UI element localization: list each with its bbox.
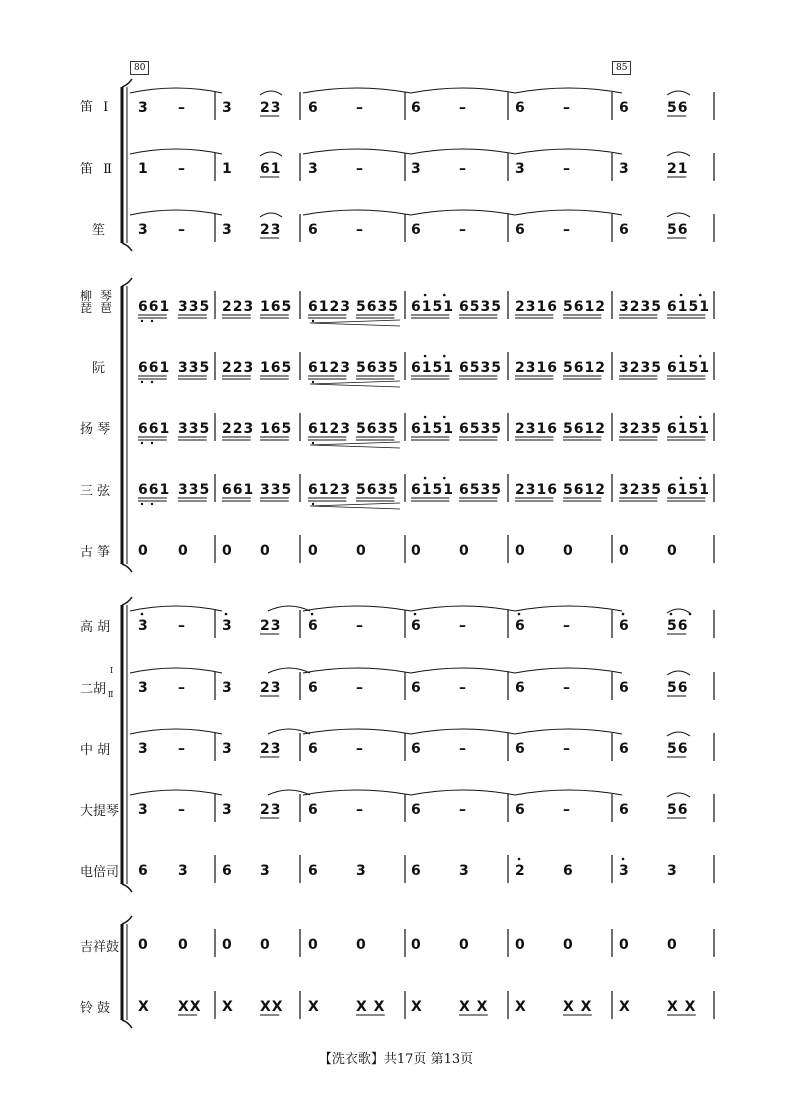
bracket-hook-bottom [122, 564, 132, 572]
note: 6 [308, 100, 318, 116]
slur [411, 606, 515, 611]
note: – [459, 161, 466, 177]
octave-dot-high [680, 355, 683, 358]
bracket-hook-top [122, 916, 132, 924]
note: 6 [619, 222, 629, 238]
note: 56 [667, 680, 689, 696]
note: 0 [411, 937, 421, 953]
slur [130, 149, 222, 154]
note: 6 [308, 741, 318, 757]
note: X X [667, 999, 697, 1015]
label-erhu-i: Ⅰ [110, 666, 114, 675]
note: 3 [138, 802, 148, 818]
note: – [178, 680, 185, 696]
note: 6 [515, 741, 525, 757]
note: – [356, 222, 363, 238]
slur [303, 729, 411, 734]
slur [411, 149, 515, 154]
octave-dot-low [151, 503, 153, 505]
bracket-hook-bottom [122, 884, 132, 892]
note: 6535 [459, 360, 502, 376]
note: 0 [515, 937, 525, 953]
tie [260, 152, 282, 156]
note: 0 [411, 543, 421, 559]
note: – [356, 680, 363, 696]
slur [515, 606, 622, 611]
note: – [459, 802, 466, 818]
note: – [563, 680, 570, 696]
note: 5612 [563, 299, 606, 315]
note: 5635 [356, 482, 399, 498]
octave-dot-high [443, 294, 446, 297]
label-dizi-2-name: 笛 [80, 162, 94, 177]
note: 6123 [308, 299, 351, 315]
note: – [459, 222, 466, 238]
octave-dot-high [680, 294, 683, 297]
note: 2316 [515, 299, 558, 315]
bracket-hook-top [122, 79, 132, 87]
note: – [178, 618, 185, 634]
note: 3235 [619, 360, 662, 376]
slur [130, 210, 222, 215]
label-sheng: 笙 [92, 223, 106, 238]
label-liuqin: 柳琴 [80, 289, 121, 303]
slur [130, 790, 222, 795]
note: 3 [222, 741, 232, 757]
measure-number-80: 80 [130, 61, 149, 75]
tie [667, 793, 690, 797]
note: 23 [260, 802, 282, 818]
note: X X [459, 999, 489, 1015]
slur [268, 606, 310, 611]
crescendo-hairpin [310, 320, 400, 326]
note: 0 [138, 543, 148, 559]
note: 6 [515, 618, 525, 634]
note: 6 [411, 863, 421, 879]
note: 165 [260, 299, 293, 315]
octave-dot-high [680, 477, 683, 480]
crescendo-hairpin [310, 381, 400, 387]
slur [130, 729, 222, 734]
octave-dot-low [151, 320, 153, 322]
octave-dot-low [141, 320, 143, 322]
octave-dot-high [699, 416, 702, 419]
note: – [178, 741, 185, 757]
note: 661 [222, 482, 255, 498]
note: 3 [178, 863, 188, 879]
octave-dot-low [151, 442, 153, 444]
slur [130, 88, 222, 93]
slur [411, 88, 515, 93]
bracket-hook-bottom [122, 1020, 132, 1028]
note: 23 [260, 618, 282, 634]
octave-dot-high [699, 477, 702, 480]
note: 6 [411, 100, 421, 116]
note: 6 [411, 802, 421, 818]
note: 6123 [308, 482, 351, 498]
note: 3 [260, 863, 270, 879]
note: 0 [260, 543, 270, 559]
octave-dot-high [225, 613, 228, 616]
note: – [178, 100, 185, 116]
slur [515, 88, 622, 93]
note: 3 [138, 680, 148, 696]
slur [515, 668, 622, 673]
octave-dot-low [312, 381, 314, 383]
note: 165 [260, 360, 293, 376]
tie [260, 213, 282, 217]
note: 6 [411, 618, 421, 634]
note: 0 [178, 543, 188, 559]
label-erhu: 二胡 [80, 682, 107, 697]
note: 1 [138, 161, 148, 177]
note: 6123 [308, 421, 351, 437]
slur [411, 210, 515, 215]
note: 0 [459, 543, 469, 559]
note: – [563, 741, 570, 757]
note: 335 [178, 421, 211, 437]
note: – [459, 741, 466, 757]
tie [667, 152, 690, 156]
note: 6535 [459, 421, 502, 437]
note: 0 [667, 543, 677, 559]
tie [667, 732, 690, 736]
note: 56 [667, 222, 689, 238]
slur [303, 790, 411, 795]
note: 23 [260, 100, 282, 116]
note: 335 [178, 299, 211, 315]
note: 6151 [411, 421, 454, 437]
label-guzheng: 古 筝 [80, 545, 111, 560]
slur [303, 210, 411, 215]
label-zhonghu: 中 胡 [80, 743, 111, 758]
note: 0 [178, 937, 188, 953]
octave-dot-high [518, 858, 521, 861]
octave-dot-high [622, 858, 625, 861]
note: 3 [222, 802, 232, 818]
note: 21 [667, 161, 689, 177]
note: 0 [356, 543, 366, 559]
octave-dot-high [443, 355, 446, 358]
note: XX [260, 999, 284, 1015]
slur [515, 149, 622, 154]
label-pipa: 琵琶 [80, 301, 121, 315]
label-sanxian: 三 弦 [80, 484, 111, 499]
note: 6151 [411, 360, 454, 376]
label-erhu-ii: Ⅱ [108, 690, 114, 699]
note: 3235 [619, 482, 662, 498]
note: – [563, 100, 570, 116]
crescendo-hairpin [310, 503, 400, 509]
note: 2316 [515, 360, 558, 376]
note: 61 [260, 161, 282, 177]
note: 661 [138, 482, 171, 498]
octave-dot-high [622, 613, 625, 616]
bracket-hook-top [122, 278, 132, 286]
note: – [178, 802, 185, 818]
slur [130, 606, 222, 611]
octave-dot-low [141, 381, 143, 383]
note: 6 [138, 863, 148, 879]
note: X [515, 999, 526, 1015]
note: 0 [667, 937, 677, 953]
label-yangqin: 扬 琴 [80, 422, 111, 437]
note: 2316 [515, 421, 558, 437]
slur [411, 668, 515, 673]
note: 5635 [356, 299, 399, 315]
slur [268, 668, 310, 673]
note: 335 [178, 482, 211, 498]
note: 6 [411, 680, 421, 696]
note: – [356, 802, 363, 818]
note: 3 [222, 618, 232, 634]
note: 0 [563, 937, 573, 953]
slur [268, 790, 310, 795]
octave-dot-high [680, 416, 683, 419]
note: 5612 [563, 482, 606, 498]
tie [667, 213, 690, 217]
note: – [459, 680, 466, 696]
octave-dot-low [141, 503, 143, 505]
note: 3 [619, 863, 629, 879]
octave-dot-high [424, 355, 427, 358]
note: 335 [178, 360, 211, 376]
note: 6 [308, 222, 318, 238]
tie [667, 91, 690, 95]
octave-dot-low [141, 442, 143, 444]
note: 2 [515, 863, 525, 879]
slur [515, 790, 622, 795]
octave-dot-high [689, 613, 692, 616]
note: 6 [619, 802, 629, 818]
note: X X [563, 999, 593, 1015]
octave-dot-high [699, 294, 702, 297]
note: 56 [667, 618, 689, 634]
label-jixianggu: 吉祥鼓 [80, 940, 120, 955]
label-dizi-2-roman: Ⅱ [103, 162, 112, 177]
note: XX [178, 999, 202, 1015]
note: 23 [260, 741, 282, 757]
note: 3 [138, 222, 148, 238]
note: 0 [222, 543, 232, 559]
note: – [356, 100, 363, 116]
note: 223 [222, 360, 255, 376]
octave-dot-high [424, 477, 427, 480]
octave-dot-low [151, 381, 153, 383]
note: 6 [308, 863, 318, 879]
note: 6151 [667, 482, 710, 498]
crescendo-hairpin [310, 442, 400, 448]
note: – [178, 222, 185, 238]
bracket-hook-top [122, 597, 132, 605]
note: 3 [619, 161, 629, 177]
octave-dot-low [312, 503, 314, 505]
note: – [563, 802, 570, 818]
octave-dot-low [312, 442, 314, 444]
note: 3 [222, 100, 232, 116]
note: 6 [308, 618, 318, 634]
note: 0 [459, 937, 469, 953]
note: 6151 [667, 360, 710, 376]
note: 3235 [619, 421, 662, 437]
page-footer: 【洗衣歌】共17页 第13页 [318, 1052, 474, 1067]
label-ruan: 阮 [92, 361, 106, 376]
octave-dot-high [443, 477, 446, 480]
octave-dot-high [670, 613, 673, 616]
note: – [563, 161, 570, 177]
label-diaobeisi: 电倍司 [80, 865, 120, 880]
note: X [222, 999, 233, 1015]
note: – [459, 618, 466, 634]
note: 6 [515, 680, 525, 696]
note: X [619, 999, 630, 1015]
tie [667, 671, 690, 675]
note: 6 [411, 741, 421, 757]
slur [268, 729, 310, 734]
octave-dot-low [312, 320, 314, 322]
note: 0 [308, 937, 318, 953]
note: 3 [515, 161, 525, 177]
note: 0 [308, 543, 318, 559]
slur [411, 790, 515, 795]
octave-dot-high [443, 416, 446, 419]
note: 0 [619, 937, 629, 953]
note: 3 [138, 741, 148, 757]
note: – [356, 161, 363, 177]
note: X X [356, 999, 386, 1015]
note: 2316 [515, 482, 558, 498]
note: 661 [138, 421, 171, 437]
note: 6 [563, 863, 573, 879]
note: 6123 [308, 360, 351, 376]
octave-dot-high [699, 355, 702, 358]
octave-dot-high [518, 613, 521, 616]
note: 3 [459, 863, 469, 879]
note: 5612 [563, 360, 606, 376]
note: 3 [356, 863, 366, 879]
slur [130, 668, 222, 673]
note: 6 [308, 680, 318, 696]
note: 661 [138, 360, 171, 376]
note: X [411, 999, 422, 1015]
note: 6535 [459, 482, 502, 498]
note: 3 [222, 222, 232, 238]
slur [303, 149, 411, 154]
note: 0 [222, 937, 232, 953]
note: 223 [222, 421, 255, 437]
note: 0 [138, 937, 148, 953]
note: 0 [619, 543, 629, 559]
note: 6151 [411, 299, 454, 315]
tie [667, 609, 690, 613]
slur [515, 210, 622, 215]
octave-dot-high [414, 613, 417, 616]
label-dizi-1-roman: Ⅰ [103, 100, 109, 115]
bracket-hook-bottom [122, 243, 132, 251]
note: 3 [138, 618, 148, 634]
note: 3235 [619, 299, 662, 315]
slur [411, 729, 515, 734]
note: 0 [563, 543, 573, 559]
note: – [459, 100, 466, 116]
note: 6 [308, 802, 318, 818]
octave-dot-high [424, 294, 427, 297]
note: 5612 [563, 421, 606, 437]
slur [303, 88, 411, 93]
note: 165 [260, 421, 293, 437]
slur [515, 729, 622, 734]
note: 23 [260, 222, 282, 238]
note: 23 [260, 680, 282, 696]
note: 1 [222, 161, 232, 177]
note: 6 [515, 222, 525, 238]
note: 223 [222, 299, 255, 315]
note: – [356, 741, 363, 757]
note: 3 [411, 161, 421, 177]
note: 6535 [459, 299, 502, 315]
note: 6 [411, 222, 421, 238]
octave-dot-high [141, 613, 144, 616]
octave-dot-high [311, 613, 314, 616]
note: – [563, 222, 570, 238]
note: 6151 [667, 421, 710, 437]
note: 6151 [667, 299, 710, 315]
note: 6 [222, 863, 232, 879]
note: 3 [138, 100, 148, 116]
note: 0 [515, 543, 525, 559]
label-datiqin: 大提琴 [80, 804, 120, 819]
label-gaohu: 高 胡 [80, 620, 111, 635]
note: 3 [308, 161, 318, 177]
note: 661 [138, 299, 171, 315]
note: 5635 [356, 360, 399, 376]
note: 3 [667, 863, 677, 879]
note: 56 [667, 741, 689, 757]
note: 335 [260, 482, 293, 498]
note: 6 [515, 100, 525, 116]
label-linggu: 铃 鼓 [80, 1001, 111, 1016]
measure-number-85: 85 [612, 61, 631, 75]
slur [303, 606, 411, 611]
note: 6 [515, 802, 525, 818]
note: 56 [667, 100, 689, 116]
note: 0 [356, 937, 366, 953]
note: 6 [619, 618, 629, 634]
tie [260, 91, 282, 95]
slur [303, 668, 411, 673]
note: – [178, 161, 185, 177]
note: 56 [667, 802, 689, 818]
note: X [138, 999, 149, 1015]
note: 5635 [356, 421, 399, 437]
note: 6151 [411, 482, 454, 498]
note: 6 [619, 680, 629, 696]
note: X [308, 999, 319, 1015]
note: – [356, 618, 363, 634]
label-dizi-1-name: 笛 [80, 100, 94, 115]
note: 3 [222, 680, 232, 696]
note: 6 [619, 100, 629, 116]
note: – [563, 618, 570, 634]
note: 6 [619, 741, 629, 757]
octave-dot-high [424, 416, 427, 419]
note: 0 [260, 937, 270, 953]
